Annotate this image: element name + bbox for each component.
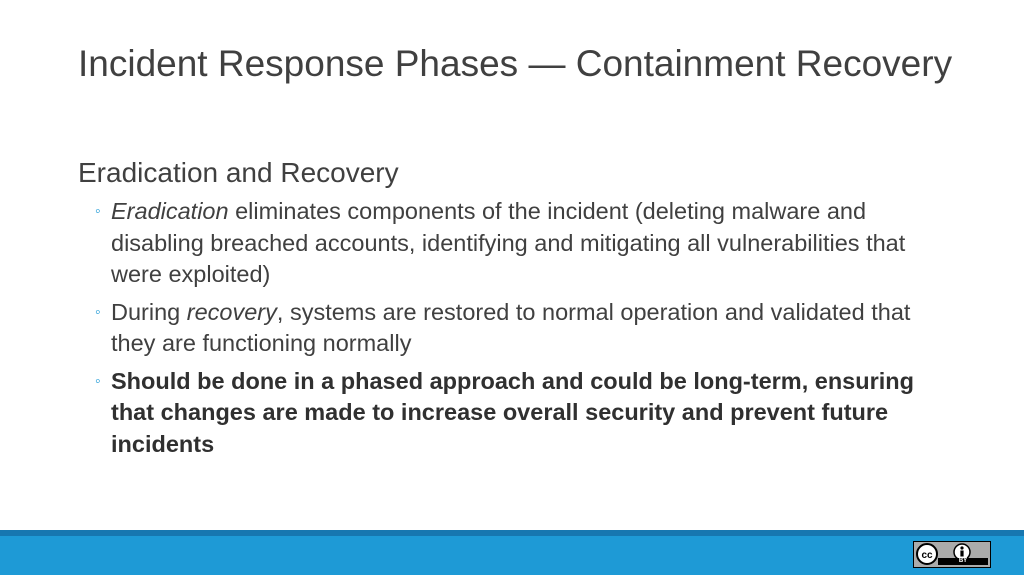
bullet-text-segment: Should be done in a phased approach and could be long-term, ensuring that changes are made to increase overall security and prevent future incidents	[111, 367, 914, 457]
svg-text:cc: cc	[921, 550, 933, 561]
license-badge-label: BY	[938, 558, 988, 565]
slide-content	[78, 156, 958, 466]
cc-by-license-badge	[913, 541, 991, 568]
bullet-marker-icon: ◦	[95, 372, 101, 390]
bullet-item-emphasized	[78, 366, 958, 461]
footer-band	[0, 530, 1024, 575]
bullet-text-emphasis: Eradication	[111, 198, 229, 224]
cc-icon	[917, 544, 937, 564]
slide-title: Incident Response Phases — Containment Recovery	[78, 43, 953, 84]
bullet-text-segment: During	[111, 298, 187, 325]
section-heading: Eradication and Recovery	[78, 157, 399, 188]
bullet-marker-icon: ◦	[95, 303, 101, 321]
bullet-text-emphasis: recovery	[186, 298, 277, 325]
bullet-text-segment: , systems are restored to normal operation and validated that they are functioning normally	[111, 298, 911, 356]
bullet-text-segment: eliminates components of the incident (deleting malware and disabling breached accounts, identifying and mitigating all vulnerabilities that were exploited)	[111, 198, 906, 287]
bullet-list	[78, 196, 958, 460]
footer-accent-line	[0, 530, 1024, 536]
bullet-item	[78, 297, 958, 360]
bullet-item	[78, 196, 958, 291]
bullet-marker-icon: ◦	[95, 203, 101, 220]
